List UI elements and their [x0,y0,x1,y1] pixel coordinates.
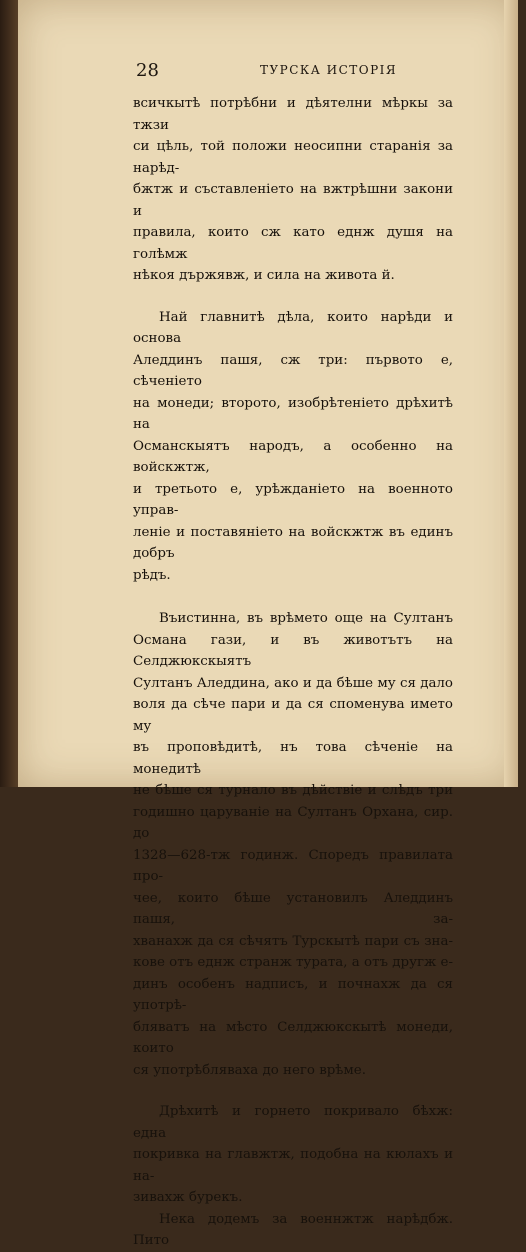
paragraph-5 [133,1209,453,1252]
text-line: леніе и поставяніето на войскжтж въ единъ добръ [133,524,453,561]
text-line: нѣкоя държявж, и сила на живота й. [133,268,395,283]
text-line: рѣдъ. [133,567,171,583]
paragraph-1 [133,93,453,287]
text-line: кове отъ еднж странж турата, а отъ другж е- [133,955,453,970]
running-title: ТУРСКА ИСТОРІЯ [260,63,398,77]
page-edge [504,0,518,787]
text-line: и третьото е, урѣжданіето на военното управ- [133,481,453,518]
paragraph-3 [133,608,453,1081]
text-line: покривка на главжтж, подобна на кюлахъ и на- [133,1147,453,1184]
text-line: воля да сѣче пари и да ся споменува името му [133,697,453,734]
text-line: годишно царуваніе на Султанъ Орхана, сир. до [133,804,453,841]
body-text [133,93,453,1252]
paragraph-2 [133,307,453,587]
text-line: въ проповѣдитѣ, нъ това сѣченіе на монедитѣ [133,740,453,777]
text-line: всичкытѣ потрѣбни и дѣятелни мѣркы за тжзи [133,96,453,133]
paragraph-4 [133,1101,453,1209]
text-line: зивахж бурекъ. [133,1190,243,1205]
text-line: Султанъ Аледдина, ако и да бѣше му ся дало [133,675,453,691]
page-header [136,60,456,82]
text-line: Аледдинъ пашя, сж три: първото е, сѣченіето [133,352,453,389]
text-line: бляватъ на мѣсто Селджюкскытѣ монеди, които [133,1019,453,1056]
text-line: Въистинна, въ врѣмето още на Султанъ [159,611,453,626]
text-line: хванахж да ся сѣчятъ Турскытѣ пари съ зна- [133,933,453,949]
text-line: си цѣль, той положи неосипни старанія за нарѣд- [133,139,453,176]
text-line: Нека додемъ за военнжтж нарѣдбж. Пито [133,1211,453,1248]
text-line: Дрѣхитѣ и горнето покривало бѣхж: една [133,1104,453,1141]
text-line: не бѣше ся турнало въ дѣйствіе и слѣдъ три [133,783,453,798]
text-line: Османскыятъ народъ, а особенно на войскжтж, [133,438,453,475]
page-number: 28 [136,60,159,81]
text-line: ся употрѣбляваха до него врѣме. [133,1062,366,1078]
text-line: Османа гази, и въ животътъ на Селджюкскыятъ [133,632,453,669]
text-line: правила, които сж като еднж душя на голѣмж [133,225,453,262]
text-line: 1328—628-тж годинж. Споредъ правилата про- [133,847,453,884]
text-line: на монеди; второто, изобрѣтеніето дрѣхитѣ на [133,395,453,432]
text-line: динъ особенъ надписъ, и почнахж да ся употрѣ- [133,976,453,1013]
text-line: бжтж и съставленіето на вжтрѣшни закони и [133,182,453,219]
text-line: Най главнитѣ дѣла, които нарѣди и основа [133,309,453,346]
text-line: чее, които бѣше установилъ Аледдинъ пашя, за- [133,890,453,927]
